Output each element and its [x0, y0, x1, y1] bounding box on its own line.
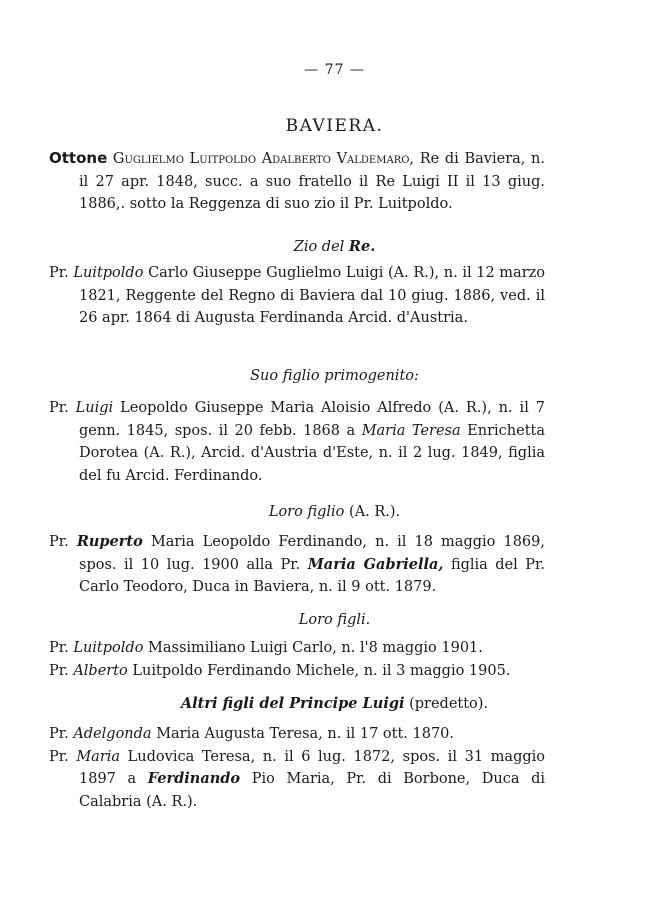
entry-body: Maria Leopoldo Ferdinando, n. il 18 maggio 1869, spos. il 10 lug. 1900 alla Pr. — [79, 534, 545, 573]
entry-prefix: Pr. — [49, 534, 69, 550]
entry-spouse: Maria Gabriella, — [307, 555, 444, 573]
entry-ruperto — [49, 531, 545, 599]
section-heading-loro-figlio: Loro figlio (A. R.). — [268, 504, 401, 520]
page-title: BAVIERA. — [285, 116, 384, 136]
entry-ottone — [49, 147, 545, 216]
section-heading-altri: Altri figli del Principe Luigi (predetto). — [180, 695, 489, 712]
entry-spouse: Maria Teresa — [361, 422, 461, 439]
entry-ottone-text — [49, 147, 545, 216]
list-item: Pr. Adelgonda Maria Augusta Teresa, n. il 17 ott. 1870. — [49, 726, 455, 742]
entry-ottone-name: Ottone — [49, 149, 108, 167]
entry-body: Carlo Giuseppe Guglielmo Luigi (A. R.), n. il 12 marzo 1821, Reggente del Regno di Baviera dal 10 giug. 1886, ved. il 26 apr. 1864 di Augusta Ferdinanda Arcid. d'Austria. — [79, 265, 545, 326]
entry-name: Maria — [76, 748, 121, 765]
entry-body: Enrichetta Dorotea (A. R.), Arcid. d'Austria d'Este, n. il 2 lug. 1849, figlia del fu Arcid. Ferdinando. — [79, 422, 545, 484]
entry-name: Luitpoldo — [73, 640, 144, 656]
entry-spouse: Ferdinando — [147, 770, 241, 787]
list-item: Pr. Luitpoldo Massimiliano Luigi Carlo, n. l'8 maggio 1901. — [49, 640, 483, 656]
entry-name: Alberto — [73, 662, 128, 679]
entry-body: figlia del Pr. Carlo Teodoro, Duca in Baviera, n. il 9 ott. 1879. — [79, 556, 546, 595]
page-number: — 77 — — [304, 62, 365, 78]
section-heading-loro-figli: Loro figli. — [298, 612, 371, 628]
entry-name: Luitpoldo — [73, 265, 144, 281]
entry-name: Adelgonda — [73, 726, 152, 742]
section-heading-zio: Zio del Re. — [293, 238, 376, 255]
list-item: Pr. Maria Ludovica Teresa, n. il 6 lug. 1872, spos. il 31 maggio 1897 a Ferdinando Pio Maria, Pr. di Borbone, Duca di Calabria (A. R.). — [49, 748, 546, 810]
entry-ottone-body: Re di Baviera, n. il 27 apr. 1848, succ. a suo fratello il Re Luigi II il 13 giug. 1886,. sotto la Reggenza di suo zio il Pr. Luitpoldo. — [79, 151, 545, 212]
list-loro-figli — [49, 637, 545, 682]
section-heading-figlio: Suo figlio primogenito: — [250, 368, 419, 384]
entry-prefix: Pr. — [49, 400, 69, 416]
entry-name: Luigi — [75, 400, 114, 416]
entry-luitpoldo — [49, 262, 545, 330]
list-item: Pr. Alberto Luitpoldo Ferdinando Michele, n. il 3 maggio 1905. — [49, 662, 511, 679]
entry-prefix: Pr. — [49, 265, 69, 281]
list-altri-figli — [49, 723, 545, 813]
entry-body: Leopoldo Giuseppe Maria Aloisio Alfredo (A. R.), n. il 7 genn. 1845, spos. il 20 febb. 1868 a — [79, 400, 546, 439]
entry-luigi — [49, 397, 545, 487]
entry-ottone-names: Guglielmo Luitpoldo Adalberto Valdemaro, — [112, 151, 415, 167]
entry-name: Ruperto — [76, 533, 143, 550]
